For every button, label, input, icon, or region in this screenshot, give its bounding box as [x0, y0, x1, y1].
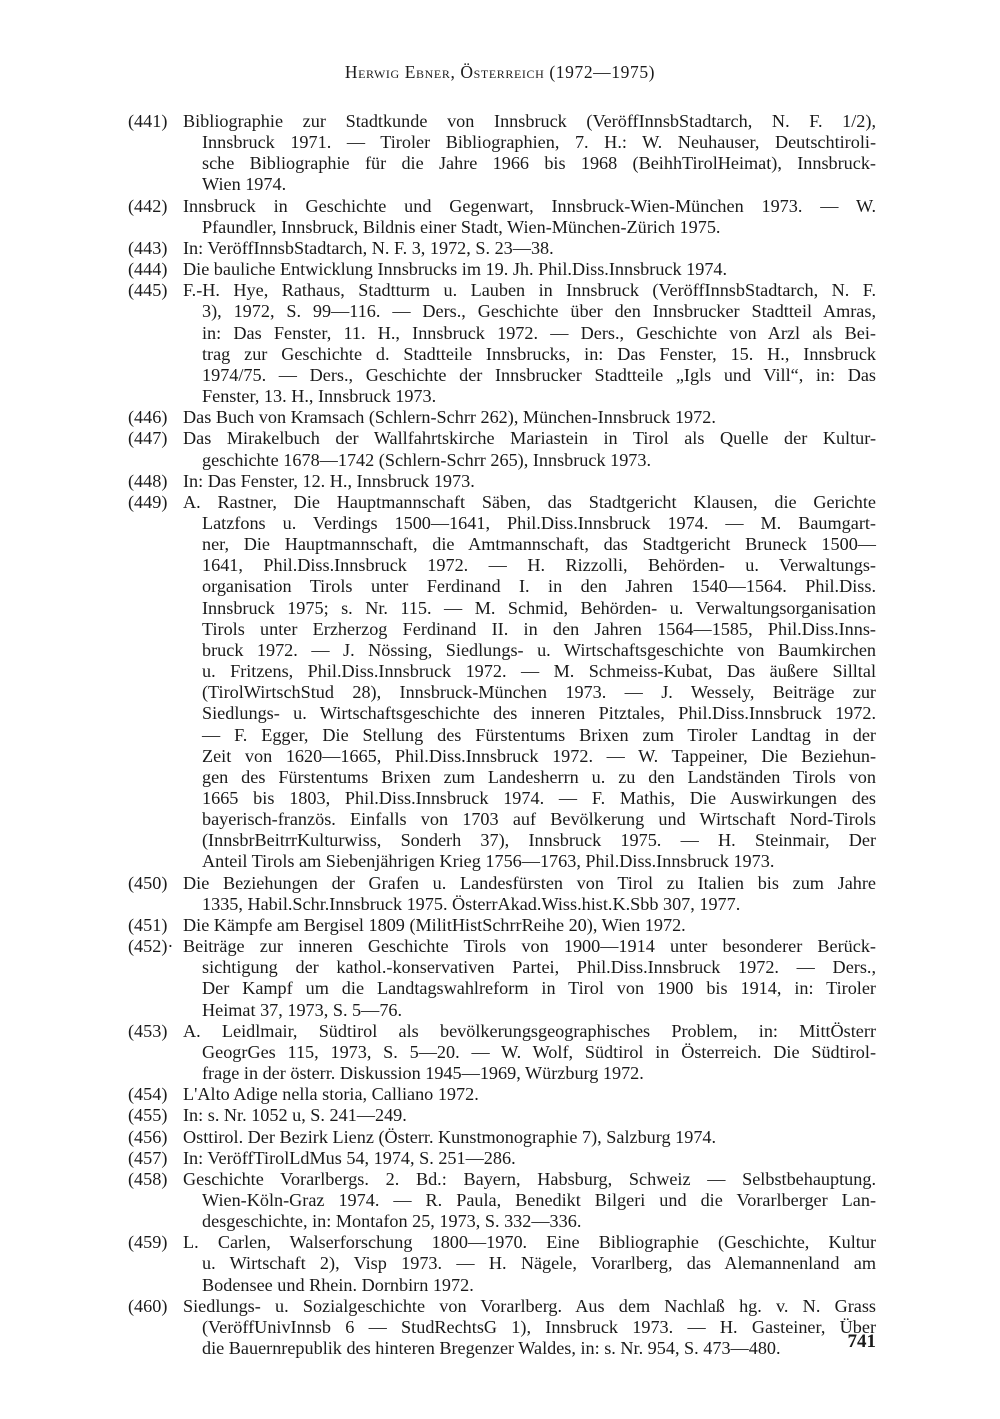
- entry-number: (455): [128, 1105, 168, 1126]
- entry-number: (454): [128, 1084, 168, 1105]
- entry-line: u. Wirtschaft 2), Visp 1973. — H. Nägele, Vorarlberg, das Alemannenland am: [202, 1253, 876, 1274]
- bibliography-entry: [0, 280, 1000, 407]
- entry-line: Bibliographie zur Stadtkunde von Innsbruck (VeröffInnsbStadtarch, N. F. 1/2),: [183, 111, 876, 131]
- entry-line: Das Mirakelbuch der Wallfahrtskirche Mariastein in Tirol als Quelle der Kultur-: [183, 428, 876, 449]
- entry-number: (449): [128, 491, 168, 512]
- entry-line: Innsbruck 1975; s. Nr. 115. — M. Schmid, Behörden- u. Verwaltungsorganisation: [202, 597, 876, 618]
- entry-number: (459): [128, 1232, 168, 1253]
- entry-line: ner, Die Hauptmannschaft, die Amtmannschaft, das Stadtgericht Bruneck 1500—: [202, 534, 876, 555]
- entry-line: 1335, Habil.Schr.Innsbruck 1975. ÖsterrAkad.Wiss.hist.K.Sbb 307, 1977.: [202, 893, 741, 914]
- entry-line: Die bauliche Entwicklung Innsbrucks im 19. Jh. Phil.Diss.Innsbruck 1974.: [183, 259, 728, 280]
- entry-line: die Bauernrepublik des hinteren Bregenzer Waldes, in: s. Nr. 954, S. 473—480.: [202, 1338, 781, 1359]
- entry-number: (448): [128, 470, 168, 491]
- entry-line: GeogrGes 115, 1973, S. 5—20. — W. Wolf, Südtirol in Österreich. Die Südtirol-: [202, 1041, 876, 1062]
- entry-line: F.-H. Hye, Rathaus, Stadtturm u. Lauben in Innsbruck (VeröffInnsbStadtarch, N. F.: [183, 280, 876, 301]
- bibliography-entry: [0, 1169, 1000, 1232]
- entry-line: 1641, Phil.Diss.Innsbruck 1972. — H. Rizzolli, Behörden- u. Verwaltungs-: [202, 555, 876, 576]
- entry-line: Siedlungs- u. Sozialgeschichte von Vorarlberg. Aus dem Nachlaß hg. v. N. Grass: [183, 1295, 876, 1316]
- entry-number: (453): [128, 1020, 168, 1041]
- entry-line: Innsbruck 1971. — Tiroler Bibliographien, 7. H.: W. Neuhauser, Deutschtiroli-: [202, 132, 876, 153]
- entry-number: (443): [128, 237, 168, 258]
- entry-number: (451): [128, 914, 168, 935]
- entry-line: Die Kämpfe am Bergisel 1809 (MilitHistSchrrReihe 20), Wien 1972.: [183, 914, 686, 935]
- entry-line: Der Kampf um die Landtagswahlreform in Tirol von 1900 bis 1914, in: Tiroler: [202, 978, 876, 999]
- entry-line: Die Beziehungen der Grafen u. Landesfürsten von Tirol zu Italien bis zum Jahre: [183, 872, 876, 893]
- entry-line: Latzfons u. Verdings 1500—1641, Phil.Diss.Innsbruck 1974. — M. Baumgart-: [202, 512, 876, 533]
- entry-line: In: s. Nr. 1052 u, S. 241—249.: [183, 1105, 407, 1126]
- entry-line: In: VeröffTirolLdMus 54, 1974, S. 251—286.: [183, 1147, 516, 1168]
- entry-line: trag zur Geschichte d. Stadtteile Innsbrucks, in: Das Fenster, 15. H., Innsbruck: [202, 343, 876, 364]
- bibliography-entry: [0, 238, 1000, 259]
- bibliography-entry: [0, 1127, 1000, 1148]
- bibliography-entry: [0, 1232, 1000, 1295]
- entry-line: bruck 1972. — J. Nössing, Siedlungs- u. Wirtschaftsgeschichte von Baumkirchen: [202, 639, 876, 660]
- bibliography-entry: [0, 1084, 1000, 1105]
- bibliography-entry: [0, 196, 1000, 238]
- entry-line: frage in der österr. Diskussion 1945—1969, Würzburg 1972.: [202, 1063, 644, 1084]
- bibliography-entry: [0, 471, 1000, 492]
- entry-line: Siedlungs- u. Wirtschaftsgeschichte des inneren Pitztales, Phil.Diss.Innsbruck 1972.: [202, 703, 876, 724]
- entry-line: In: VeröffInnsbStadtarch, N. F. 3, 1972, S. 23—38.: [183, 237, 554, 258]
- entry-number: (445): [128, 280, 168, 301]
- bibliography-entry: [0, 111, 1000, 196]
- entry-line: Tirols unter Erzherzog Ferdinand II. in den Jahren 1564—1585, Phil.Diss.Inns-: [202, 618, 876, 639]
- page-number: 741: [847, 1331, 876, 1352]
- entry-line: A. Rastner, Die Hauptmannschaft Säben, das Stadtgericht Klausen, die Gerichte: [183, 491, 876, 512]
- entry-line: (VeröffUnivInnsb 6 — StudRechtsG 1), Innsbruck 1973. — H. Gasteiner, Über: [202, 1316, 876, 1337]
- bibliography-entry: [0, 936, 1000, 1021]
- entry-line: L. Carlen, Walserforschung 1800—1970. Eine Bibliographie (Geschichte, Kultur: [183, 1232, 876, 1253]
- entry-line: Zeit von 1620—1665, Phil.Diss.Innsbruck 1972. — W. Tappeiner, Die Beziehun-: [202, 745, 876, 766]
- bibliography-entry: [0, 1105, 1000, 1126]
- entry-line: desgeschichte, in: Montafon 25, 1973, S. 332—336.: [202, 1211, 582, 1232]
- running-head: Herwig Ebner, Österreich (1972—1975): [344, 62, 656, 82]
- entry-line: 3), 1972, S. 99—116. — Ders., Geschichte über den Innsbrucker Stadtteil Amras,: [202, 301, 876, 322]
- entry-line: Geschichte Vorarlbergs. 2. Bd.: Bayern, Habsburg, Schweiz — Selbstbehauptung.: [183, 1168, 876, 1189]
- entry-line: — F. Egger, Die Stellung des Fürstentums Brixen zum Tiroler Landtag in der: [202, 724, 876, 745]
- entry-line: Beiträge zur inneren Geschichte Tirols von 1900—1914 unter besonderer Berück-: [183, 936, 876, 957]
- entry-line: Wien 1974.: [202, 174, 287, 195]
- entry-line: gen des Fürstentums Brixen zum Landesherrn u. zu den Landständen Tirols von: [202, 766, 876, 787]
- entry-line: sichtigung der kathol.-konservativen Partei, Phil.Diss.Innsbruck 1972. — Ders.,: [202, 957, 876, 978]
- entry-number: (458): [128, 1168, 168, 1189]
- bibliography-entry: [0, 1021, 1000, 1084]
- entry-number: (460): [128, 1295, 168, 1316]
- bibliography-entry: [0, 259, 1000, 280]
- entry-line: (InnsbrBeitrrKulturwiss, Sonderh 37), Innsbruck 1975. — H. Steinmair, Der: [202, 830, 876, 851]
- entry-line: geschichte 1678—1742 (Schlern-Schrr 265), Innsbruck 1973.: [202, 449, 652, 470]
- entry-number: (444): [128, 259, 168, 280]
- entry-number: (446): [128, 407, 168, 428]
- bibliography-entry: [0, 492, 1000, 873]
- entry-line: 1974/75. — Ders., Geschichte der Innsbrucker Stadtteile „Igls und Vill“, in: Das: [202, 364, 876, 385]
- bibliography-entry: [0, 407, 1000, 428]
- entry-line: bayerisch-französ. Einfalls von 1703 auf Bevölkerung und Wirtschaft Nord-Tirols: [202, 809, 876, 830]
- entry-line: u. Fritzens, Phil.Diss.Innsbruck 1972. — M. Schmeiss-Kubat, Das äußere Silltal: [202, 661, 876, 682]
- entry-line: 1665 bis 1803, Phil.Diss.Innsbruck 1974. — F. Mathis, Die Auswirkungen des: [202, 788, 876, 808]
- entry-line: L'Alto Adige nella storia, Calliano 1972.: [183, 1084, 479, 1105]
- entry-line: Osttirol. Der Bezirk Lienz (Österr. Kunstmonographie 7), Salzburg 1974.: [183, 1126, 717, 1147]
- entry-line: Das Buch von Kramsach (Schlern-Schrr 262), München-Innsbruck 1972.: [183, 407, 716, 428]
- entry-line: sche Bibliographie für die Jahre 1966 bis 1968 (BeihhTirolHeimat), Innsbruck-: [202, 153, 876, 174]
- entry-number: (447): [128, 428, 168, 449]
- entry-line: Wien-Köln-Graz 1974. — R. Paula, Benedikt Bilgeri und die Vorarlberger Lan-: [202, 1189, 876, 1210]
- entry-line: Pfaundler, Innsbruck, Bildnis einer Stadt, Wien-München-Zürich 1975.: [202, 216, 721, 237]
- entry-line: A. Leidlmair, Südtirol als bevölkerungsgeographisches Problem, in: MittÖsterr: [183, 1020, 876, 1041]
- entry-number: (450): [128, 872, 168, 893]
- bibliography-entry: [0, 915, 1000, 936]
- entry-number: (457): [128, 1147, 168, 1168]
- entry-line: in: Das Fenster, 11. H., Innsbruck 1972. — Ders., Geschichte von Arzl als Bei-: [202, 322, 876, 343]
- entry-line: Innsbruck in Geschichte und Gegenwart, Innsbruck-Wien-München 1973. — W.: [183, 195, 876, 216]
- entry-line: Bodensee und Rhein. Dornbirn 1972.: [202, 1274, 474, 1295]
- entry-number: (441): [128, 111, 168, 131]
- bibliography-entry: [0, 1148, 1000, 1169]
- bibliography-entry: [0, 428, 1000, 470]
- entry-line: (TirolWirtschStud 28), Innsbruck-München 1973. — J. Wessely, Beiträge zur: [202, 682, 876, 703]
- entry-number: (442): [128, 195, 168, 216]
- bibliography-entry: [0, 873, 1000, 915]
- entry-line: Anteil Tirols am Siebenjährigen Krieg 1756—1763, Phil.Diss.Innsbruck 1973.: [202, 851, 775, 872]
- bibliography-entries: [0, 111, 1000, 1359]
- entry-number: (452)·: [128, 936, 174, 957]
- entry-line: organisation Tirols unter Ferdinand I. in den Jahren 1540—1564. Phil.Diss.: [202, 576, 876, 597]
- entry-number: (456): [128, 1126, 168, 1147]
- entry-line: Heimat 37, 1973, S. 5—76.: [202, 999, 403, 1020]
- entry-line: In: Das Fenster, 12. H., Innsbruck 1973.: [183, 470, 475, 491]
- entry-line: Fenster, 13. H., Innsbruck 1973.: [202, 386, 437, 407]
